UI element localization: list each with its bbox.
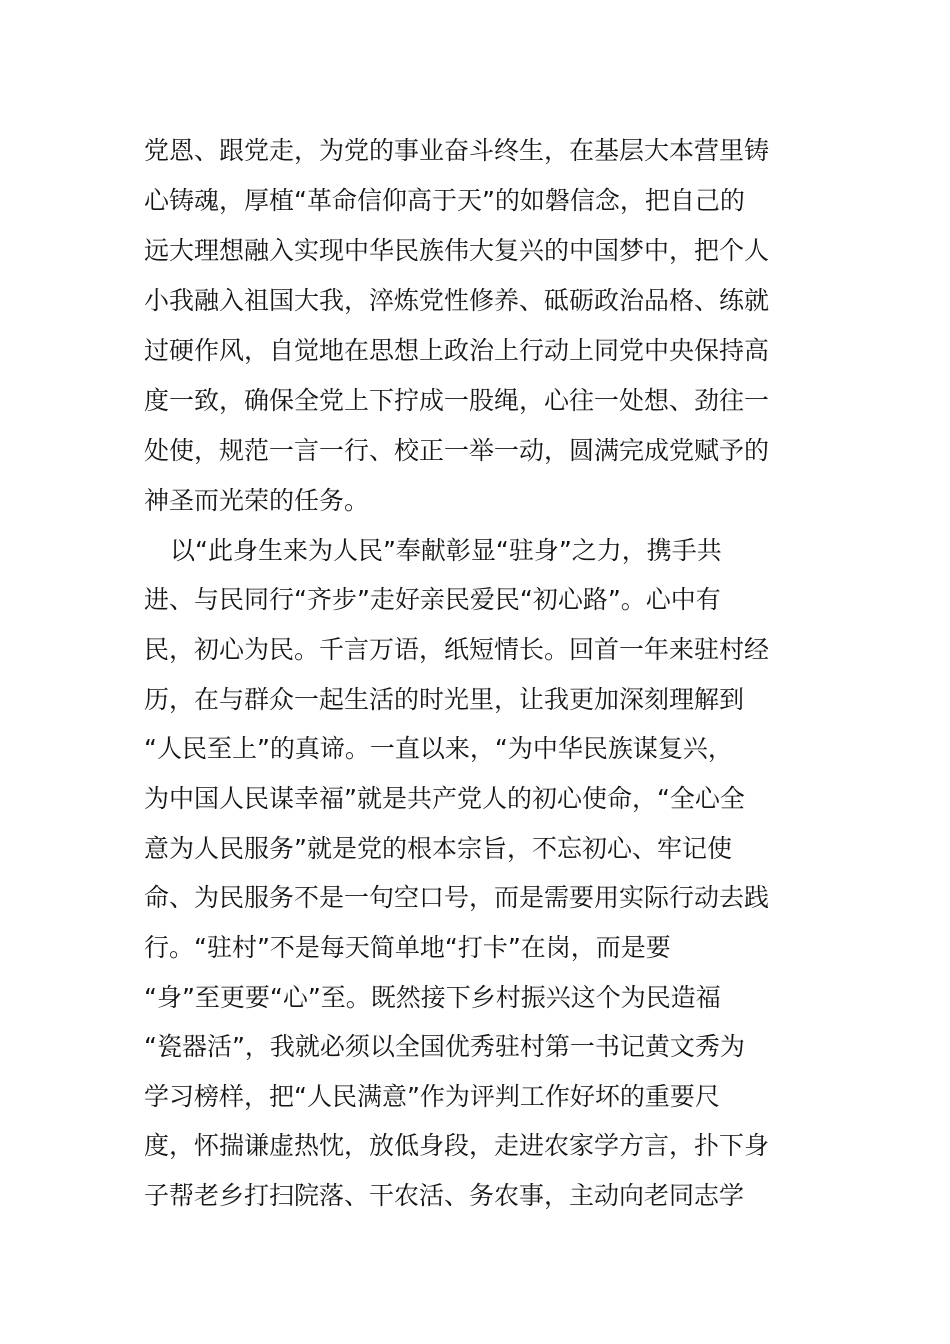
text-line-7: 处使，规范一言一行、校正一举一动，圆满完成党赋予的 bbox=[144, 436, 770, 465]
text-line-5: 过硬作风，自觉地在思想上政治上行动上同党中央保持高 bbox=[144, 336, 770, 365]
text-line-12: 历，在与群众一起生活的时光里，让我更加深刻理解到 bbox=[144, 685, 745, 714]
text-line-14: 为中国人民谋幸福”就是共产党人的初心使命，“全心全 bbox=[144, 784, 745, 813]
text-line-1: 党恩、跟党走，为党的事业奋斗终生，在基层大本营里铸 bbox=[144, 136, 770, 165]
text-line-2: 心铸魂，厚植“革命信仰高于天”的如磐信念，把自己的 bbox=[144, 186, 745, 215]
text-line-15: 意为人民服务”就是党的根本宗旨，不忘初心、牢记使 bbox=[144, 834, 732, 863]
text-line-9: 以“此身生来为人民”奉献彰显“驻身”之力，携手共 bbox=[170, 536, 722, 565]
text-line-16: 命、为民服务不是一句空口号，而是需要用实际行动去践 bbox=[144, 883, 770, 912]
text-line-17: 行。“驻村”不是每天简单地“打卡”在岗，而是要 bbox=[144, 933, 671, 962]
text-line-8: 神圣而光荣的任务。 bbox=[144, 486, 370, 515]
text-line-22: 子帮老乡打扫院落、干农活、务农事，主动向老同志学 bbox=[144, 1181, 745, 1210]
text-line-19: “瓷器活”，我就必须以全国优秀驻村第一书记黄文秀为 bbox=[144, 1032, 745, 1061]
text-line-10: 进、与民同行“齐步”走好亲民爱民“初心路”。心中有 bbox=[144, 585, 721, 614]
text-line-13: “人民至上”的真谛。一直以来，“为中华民族谋复兴， bbox=[144, 734, 733, 763]
text-line-6: 度一致，确保全党上下拧成一股绳，心往一处想、劲往一 bbox=[144, 386, 770, 415]
text-line-18: “身”至更要“心”至。既然接下乡村振兴这个为民造福 bbox=[144, 983, 721, 1012]
text-line-21: 度，怀揣谦虚热忱，放低身段，走进农家学方言，扑下身 bbox=[144, 1131, 770, 1160]
text-line-3: 远大理想融入实现中华民族伟大复兴的中国梦中，把个人 bbox=[144, 236, 770, 265]
text-line-4: 小我融入祖国大我，淬炼党性修养、砥砺政治品格、练就 bbox=[144, 286, 770, 315]
text-line-11: 民，初心为民。千言万语，纸短情长。回首一年来驻村经 bbox=[144, 635, 770, 664]
text-line-20: 学习榜样，把“人民满意”作为评判工作好坏的重要尺 bbox=[144, 1082, 720, 1111]
